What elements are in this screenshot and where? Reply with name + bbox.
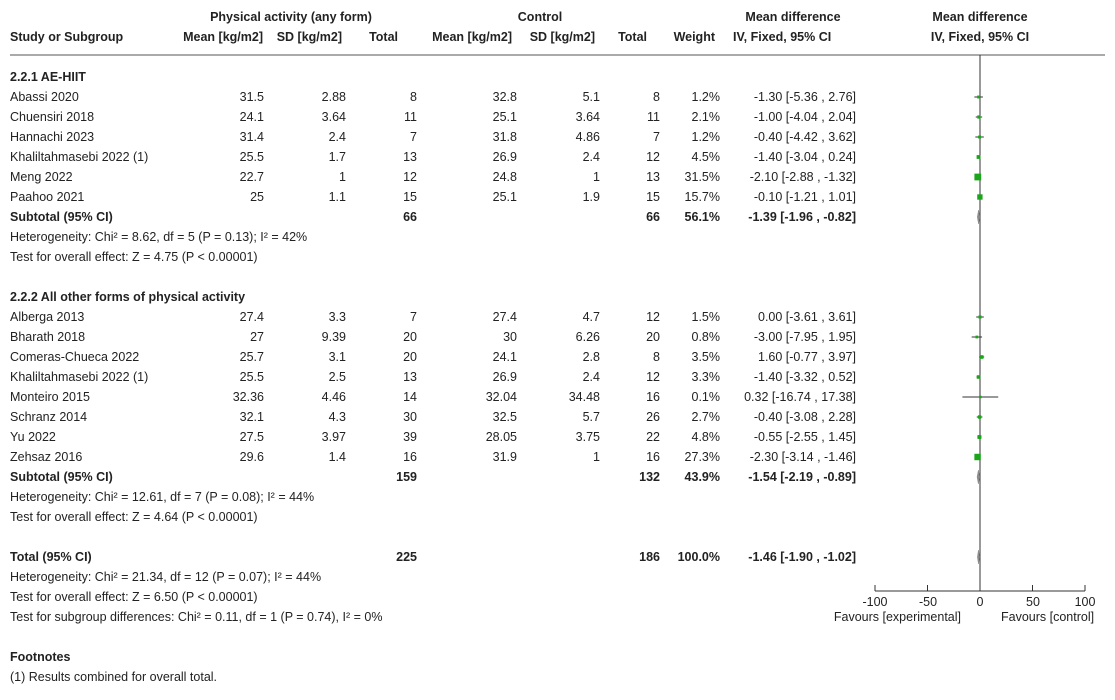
total-ctrl: 16 [646,390,660,404]
ci-text: 0.32 [-16.74 , 17.38] [744,390,856,404]
total-ctrl: 22 [646,430,660,444]
study-square [977,115,980,118]
header-md-title: Mean difference [745,10,841,24]
weight: 4.8% [691,430,720,444]
favours-experimental-label: Favours [experimental] [833,610,961,624]
sd-exp: 4.3 [328,410,346,424]
study-square [974,174,981,181]
sd-ctrl: 34.48 [568,390,600,404]
total-ctrl: 26 [646,410,660,424]
sd-exp: 3.64 [321,110,346,124]
study-name: Paahoo 2021 [10,190,85,204]
axis-tick-label: -100 [862,595,888,609]
study-name: Alberga 2013 [10,310,85,324]
study-name: Bharath 2018 [10,330,86,344]
sd-exp: 1 [339,170,346,184]
total-ctrl: 13 [646,170,660,184]
subtotal-ci: -1.39 [-1.96 , -0.82] [748,210,856,224]
favours-control-label: Favours [control] [1001,610,1095,624]
header-weight: Weight [673,30,715,44]
sd-ctrl: 2.8 [582,350,600,364]
subgroup-title: 2.2.2 All other forms of physical activity [10,290,246,304]
weight: 27.3% [684,450,720,464]
header-total-exp: Total [369,30,398,44]
subtotal-weight: 43.9% [684,470,720,484]
total-ctrl: 12 [646,370,660,384]
total-exp: 20 [403,350,417,364]
sd-ctrl: 3.64 [575,110,600,124]
total-exp: 16 [403,450,417,464]
mean-exp: 27.4 [239,310,264,324]
total-exp: 12 [403,170,417,184]
weight: 15.7% [684,190,720,204]
overall-effect-text: Test for overall effect: Z = 4.75 (P < 0.00001) [10,250,258,264]
sd-exp: 3.1 [328,350,346,364]
sd-ctrl: 2.4 [582,370,600,384]
total-weight: 100.0% [677,550,720,564]
sd-exp: 2.88 [321,90,346,104]
header-mean-exp: Mean [kg/m2] [183,30,263,44]
weight: 2.7% [691,410,720,424]
study-square [978,315,981,318]
total-exp: 13 [403,150,417,164]
ci-text: -2.10 [-2.88 , -1.32] [749,170,856,184]
total-exp: 7 [410,130,417,144]
total-exp: 14 [403,390,417,404]
total-ctrl: 20 [646,330,660,344]
study-name: Chuensiri 2018 [10,110,95,124]
weight: 1.2% [691,130,720,144]
total-exp: 39 [403,430,417,444]
ci-text: -1.30 [-5.36 , 2.76] [753,90,856,104]
header-ci-method-plot: IV, Fixed, 95% CI [930,30,1030,44]
axis-ticks [875,585,1085,591]
footnote-1: (1) Results combined for overall total. [10,670,218,684]
mean-exp: 25.7 [239,350,264,364]
total-exp: 13 [403,370,417,384]
sd-exp: 4.46 [321,390,346,404]
sd-ctrl: 2.4 [582,150,600,164]
subtotal-n-exp: 66 [403,210,417,224]
mean-ctrl: 26.9 [492,150,517,164]
subtotal-label: Subtotal (95% CI) [10,470,113,484]
sd-ctrl: 1 [593,170,600,184]
heterogeneity-text: Heterogeneity: Chi² = 8.62, df = 5 (P = 0.13); I² = 42% [10,230,308,244]
pooled-diamond [977,470,980,484]
ci-text: -0.40 [-3.08 , 2.28] [753,410,856,424]
ci-text: 0.00 [-3.61 , 3.61] [758,310,856,324]
mean-ctrl: 32.04 [485,390,517,404]
total-exp: 7 [410,310,417,324]
study-square [977,435,981,439]
axis-tick-label: 50 [1026,595,1040,609]
study-square [977,194,982,199]
total-ci: -1.46 [-1.90 , -1.02] [748,550,856,564]
total-n-ctrl: 186 [639,550,660,564]
mean-exp: 31.4 [239,130,264,144]
pooled-diamond [977,210,979,224]
sd-ctrl: 6.26 [575,330,600,344]
header-sd-exp: SD [kg/m2] [276,30,342,44]
subtotal-weight: 56.1% [684,210,720,224]
mean-ctrl: 24.1 [492,350,517,364]
study-name: Yu 2022 [10,430,56,444]
sd-ctrl: 5.7 [582,410,600,424]
study-square [975,336,978,339]
axis-tick-label: -50 [918,595,938,609]
study-name: Khaliltahmasebi 2022 (1) [10,370,149,384]
study-name: Abassi 2020 [10,90,79,104]
weight: 0.8% [691,330,720,344]
weight: 1.2% [691,90,720,104]
total-n-exp: 225 [396,550,417,564]
study-name: Monteiro 2015 [10,390,90,404]
overall-effect-text: Test for overall effect: Z = 4.64 (P < 0.00001) [10,510,258,524]
total-exp: 20 [403,330,417,344]
subtotal-n-exp: 159 [396,470,417,484]
header-study: Study or Subgroup [10,30,124,44]
study-square [974,454,980,460]
pooled-diamonds [977,210,980,564]
header-total-ctrl: Total [618,30,647,44]
subtotal-ci: -1.54 [-2.19 , -0.89] [748,470,856,484]
sd-exp: 3.3 [328,310,346,324]
study-name: Comeras-Chueca 2022 [10,350,140,364]
ci-text: -0.40 [-4.42 , 3.62] [753,130,856,144]
sd-ctrl: 5.1 [582,90,600,104]
pooled-diamond [977,550,979,564]
ci-text: -2.30 [-3.14 , -1.46] [749,450,856,464]
mean-ctrl: 32.5 [492,410,517,424]
mean-ctrl: 24.8 [492,170,517,184]
header-md-title-plot: Mean difference [932,10,1028,24]
mean-ctrl: 32.8 [492,90,517,104]
total-heterogeneity-text: Heterogeneity: Chi² = 21.34, df = 12 (P = 0.07); I² = 44% [10,570,322,584]
ci-text: -1.00 [-4.04 , 2.04] [753,110,856,124]
sd-ctrl: 1 [593,450,600,464]
sd-ctrl: 1.9 [582,190,600,204]
total-label: Total (95% CI) [10,550,92,564]
ci-text: -1.40 [-3.04 , 0.24] [753,150,856,164]
weight: 1.5% [691,310,720,324]
weight: 3.3% [691,370,720,384]
heterogeneity-text: Heterogeneity: Chi² = 12.61, df = 7 (P = 0.08); I² = 44% [10,490,315,504]
mean-ctrl: 31.8 [492,130,517,144]
study-name: Khaliltahmasebi 2022 (1) [10,150,149,164]
axis-tick-label: 0 [976,595,984,609]
total-exp: 15 [403,190,417,204]
total-ctrl: 12 [646,310,660,324]
mean-ctrl: 31.9 [492,450,517,464]
total-ctrl: 12 [646,150,660,164]
sd-exp: 1.1 [328,190,346,204]
weight: 31.5% [684,170,720,184]
sd-exp: 9.39 [321,330,346,344]
study-name: Schranz 2014 [10,410,88,424]
header-ci-method: IV, Fixed, 95% CI [733,30,832,44]
total-exp: 11 [404,110,417,124]
study-name: Hannachi 2023 [10,130,95,144]
weight: 0.1% [691,390,720,404]
mean-ctrl: 27.4 [492,310,517,324]
total-ctrl: 15 [646,190,660,204]
study-square [979,396,982,399]
total-ctrl: 8 [653,90,660,104]
subgroup-title: 2.2.1 AE-HIIT [10,70,86,84]
weight: 4.5% [691,150,720,164]
mean-ctrl: 28.05 [485,430,517,444]
subtotal-n-ctrl: 66 [646,210,660,224]
mean-ctrl: 25.1 [492,190,517,204]
total-ctrl: 8 [653,350,660,364]
mean-ctrl: 25.1 [492,110,517,124]
study-square [978,136,981,139]
mean-exp: 31.5 [239,90,264,104]
axis-tick-label: 100 [1074,595,1096,609]
sd-ctrl: 4.86 [575,130,600,144]
mean-exp: 27 [250,330,264,344]
mean-exp: 32.1 [239,410,264,424]
mean-exp: 24.1 [239,110,264,124]
mean-exp: 32.36 [232,390,264,404]
sd-exp: 2.4 [328,130,346,144]
study-square [977,96,980,99]
total-exp: 8 [410,90,417,104]
header-mean-ctrl: Mean [kg/m2] [432,30,512,44]
study-square [978,415,981,418]
header-group-experimental: Physical activity (any form) [210,10,372,24]
mean-exp: 22.7 [239,170,264,184]
ci-text: -0.10 [-1.21 , 1.01] [753,190,856,204]
weight: 2.1% [691,110,720,124]
sd-ctrl: 3.75 [575,430,600,444]
ci-text: -1.40 [-3.32 , 0.52] [753,370,856,384]
weight: 3.5% [691,350,720,364]
study-square [977,375,981,379]
ci-text: 1.60 [-0.77 , 3.97] [758,350,856,364]
subgroup-differences-text: Test for subgroup differences: Chi² = 0.11, df = 1 (P = 0.74), I² = 0% [10,610,383,624]
total-ctrl: 7 [653,130,660,144]
study-name: Meng 2022 [10,170,73,184]
sd-exp: 3.97 [321,430,346,444]
subtotal-n-ctrl: 132 [639,470,660,484]
footnotes-title: Footnotes [10,650,71,664]
header-sd-ctrl: SD [kg/m2] [529,30,595,44]
sd-exp: 1.7 [328,150,346,164]
mean-exp: 25 [250,190,264,204]
study-square [977,155,981,159]
subtotal-label: Subtotal (95% CI) [10,210,113,224]
mean-ctrl: 30 [503,330,517,344]
sd-exp: 2.5 [328,370,346,384]
mean-ctrl: 26.9 [492,370,517,384]
mean-exp: 29.6 [239,450,264,464]
ci-text: -0.55 [-2.55 , 1.45] [753,430,856,444]
study-square [980,355,984,359]
header-group-control: Control [517,10,563,24]
mean-exp: 25.5 [239,150,264,164]
total-ctrl: 16 [646,450,660,464]
mean-exp: 27.5 [239,430,264,444]
study-name: Zehsaz 2016 [10,450,83,464]
sd-exp: 1.4 [328,450,346,464]
total-exp: 30 [403,410,417,424]
mean-exp: 25.5 [239,370,264,384]
ci-text: -3.00 [-7.95 , 1.95] [753,330,856,344]
total-overall-effect-text: Test for overall effect: Z = 6.50 (P < 0.00001) [10,590,258,604]
total-ctrl: 11 [647,110,660,124]
sd-ctrl: 4.7 [582,310,600,324]
